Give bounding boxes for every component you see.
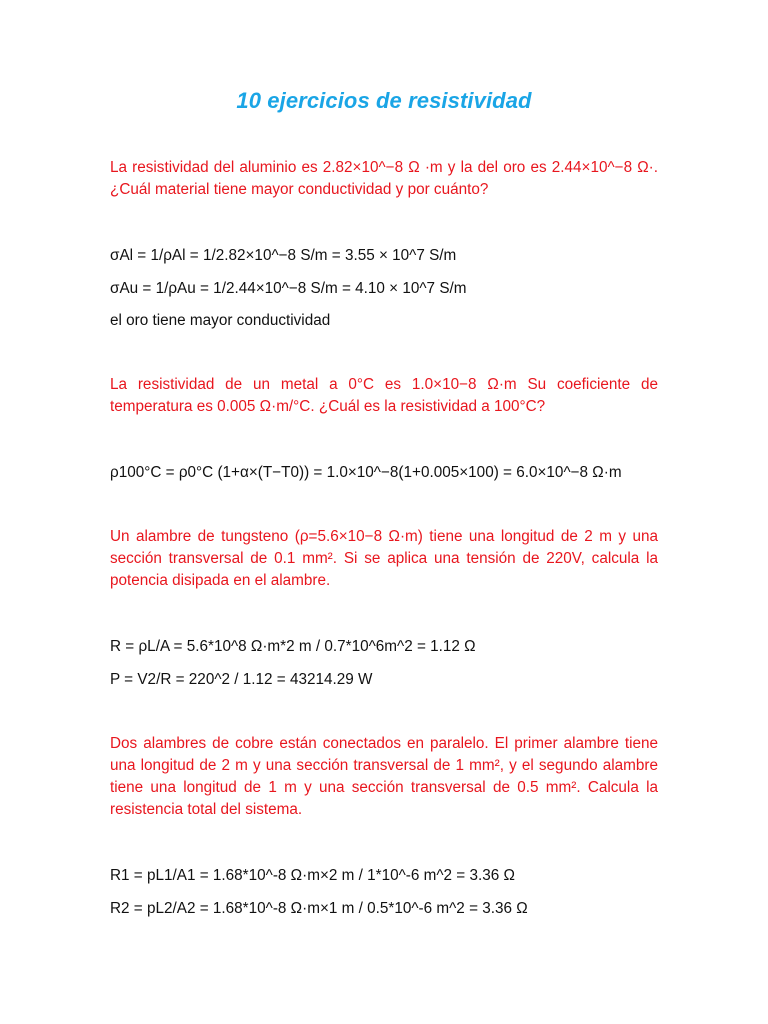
answer-line: σAl = 1/ρAl = 1/2.82×10^−8 S/m = 3.55 × 10^7 S/m [110,247,457,264]
question-2: La resistividad de un metal a 0°C es 1.0×10−8 Ω·m Su coeficiente de temperatura es 0.005 Ω·m/°C. ¿Cuál es la resistividad a 100°C? [110,376,658,415]
answer-line: R = ρL/A = 5.6*10^8 Ω·m*2 m / 0.7*10^6m^2 = 1.12 Ω [110,638,476,655]
question-3: Un alambre de tungsteno (ρ=5.6×10−8 Ω·m) tiene una longitud de 2 m y una sección transversal de 0.1 mm². Si se aplica una tensión de 220V, calcula la potencia disipada en el alambre. [110,528,658,589]
answer-line: el oro tiene mayor conductividad [110,312,331,329]
answer-line: R2 = pL2/A2 = 1.68*10^-8 Ω·m×1 m / 0.5*10^-6 m^2 = 3.36 Ω [110,900,528,917]
answer-line: σAu = 1/ρAu = 1/2.44×10^−8 S/m = 4.10 × 10^7 S/m [110,280,467,297]
answer-line: P = V2/R = 220^2 / 1.12 = 43214.29 W [110,671,373,688]
answer-line: ρ100°C = ρ0°C (1+α×(T−T0)) = 1.0×10^−8(1+0.005×100) = 6.0×10^−8 Ω·m [110,464,622,481]
question-4: Dos alambres de cobre están conectados en paralelo. El primer alambre tiene una longitud de 2 m y una sección transversal de 1 mm², y el segundo alambre tiene una longitud de 1 m y una sección transversal de 0.5 mm². Calcula la resistencia total del sistema. [110,735,658,818]
question-1: La resistividad del aluminio es 2.82×10^−8 Ω ·m y la del oro es 2.44×10^−8 Ω·. ¿Cuál material tiene mayor conductividad y por cuánto? [110,159,658,198]
answer-line: R1 = pL1/A1 = 1.68*10^-8 Ω·m×2 m / 1*10^-6 m^2 = 3.36 Ω [110,867,515,884]
page-title: 10 ejercicios de resistividad [236,88,532,113]
